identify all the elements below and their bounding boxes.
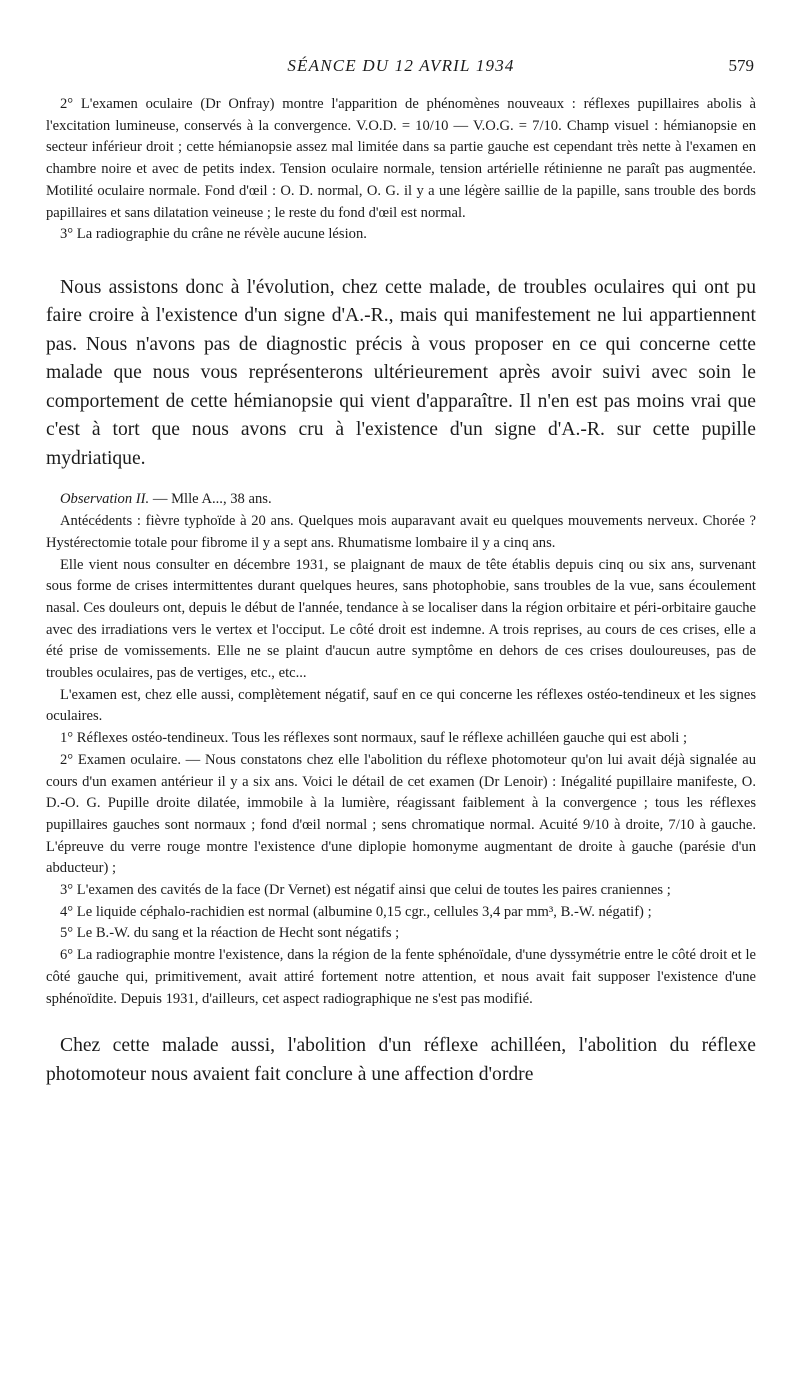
observation-paragraph: 5° Le B.-W. du sang et la réaction de Hecht sont négatifs ; (60, 925, 400, 942)
intro-findings (46, 94, 756, 246)
observation-paragraph: 1° Réflexes ostéo-tendineux. Tous les réflexes sont normaux, sauf le réflexe achilléen gauche qui est aboli ; (60, 730, 688, 747)
observation-paragraph: 3° L'examen des cavités de la face (Dr Vernet) est négatif ainsi que celui de toutes les paires craniennes ; (60, 882, 671, 899)
observation-paragraph: Elle vient nous consulter en décembre 1931, se plaignant de maux de tête établis depuis cinq ou six ans, survenant sous forme de crises intermittentes durant quelques heures, sans photophobie, sans troubles de la vue, sans écoulement nasal. Ces douleurs ont, depuis le début de l'année, tendance à se localiser dans la région orbitaire et péri-orbitaire gauche avec des irradiations vers le vertex et l'occiput. Le côté droit est indemne. A trois reprises, au cours de ces crises, elle a été prise de vomissements. Elle ne se plaint d'aucun autre symptôme en dehors de ces crises douloureuses, pas de troubles oculaires, pas de vertiges, etc., etc... (46, 556, 756, 682)
observation-paragraph: L'examen est, chez elle aussi, complètement négatif, sauf en ce qui concerne les réflexes ostéo-tendineux et les signes oculaires. (46, 686, 756, 725)
page-number: 579 (728, 56, 754, 75)
paragraph-closing: Chez cette malade aussi, l'abolition d'un réflexe achilléen, l'abolition du réflexe photomoteur nous avaient fait conclure à une affection d'ordre (46, 1035, 756, 1085)
observation-heading (46, 489, 756, 511)
observation-section (46, 489, 756, 1010)
running-head: SÉANCE DU 12 AVRIL 1934 (287, 56, 515, 75)
observation-paragraph: Antécédents : fièvre typhoïde à 20 ans. Quelques mois auparavant avait eu quelques mouvements nerveux. Chorée ? Hystérectomie totale pour fibrome il y a sept ans. Rhumatisme lombaire il y a cinq ans. (46, 513, 756, 551)
page-header (46, 56, 756, 80)
observation-heading-rest: — Mlle A..., 38 ans. (149, 491, 272, 508)
paragraph-discussion: Nous assistons donc à l'évolution, chez cette malade, de troubles oculaires qui ont pu faire croire à l'existence d'un signe d'A.-R., mais qui manifestement ne lui appartiennent pas. Nous n'avons pas de diagnostic précis à vous proposer en ce qui concerne cette malade que nous vous représenterons ultérieurement après avoir suivi avec soin le comportement de cette hémianopsie qui vient d'apparaître. Il n'en est pas moins vrai que c'est à tort que nous avons cru à l'existence d'un signe d'A.-R. sur cette pupille mydriatique. (46, 276, 756, 469)
observation-label: Observation II. (60, 491, 150, 508)
observation-paragraph: 4° Le liquide céphalo-rachidien est normal (albumine 0,15 cgr., cellules 3,4 par mm³, B.-W. négatif) ; (60, 903, 652, 920)
paragraph-eye-exam: 2° L'examen oculaire (Dr Onfray) montre l'apparition de phénomènes nouveaux : réflexes pupillaires abolis à l'excitation lumineuse, conservés à la convergence. V.O.D. = 10/10 — V.O.G. = 7/10. Champ visuel : hémianopsie en secteur inférieur droit ; cette hémianopsie assez mal limitée dans sa partie gauche est cependant très nette à l'examen en chambre noire et avec de petits index. Tension oculaire normale, tension artérielle rétinienne ne paraît pas augmentée. Motilité oculaire normale. Fond d'œil : O. D. normal, O. G. il y a une légère saillie de la papille, sans trouble des bords papillaires et sans dilatation veineuse ; le reste du fond d'œil est normal. (46, 96, 756, 221)
observation-paragraph: 2° Examen oculaire. — Nous constatons chez elle l'abolition du réflexe photomoteur qu'on lui avait déjà signalée au cours d'un examen antérieur il y a six ans. Voici le détail de cet examen (Dr Lenoir) : Inégalité pupillaire manifeste, O. D.-O. G. Pupille droite dilatée, immobile à la lumière, réagissant faiblement à la convergence ; tous les réflexes pupillaires gauches sont normaux ; fond d'œil normal ; sens chromatique normal. Acuité 9/10 à droite, 7/10 à gauche. L'épreuve du verre rouge montre l'existence d'une diplopie homonyme augmentant de droite à gauche (parésie d'un abducteur) ; (46, 751, 756, 877)
paragraph-radiography: 3° La radiographie du crâne ne révèle aucune lésion. (60, 226, 367, 243)
observation-paragraph: 6° La radiographie montre l'existence, dans la région de la fente sphénoïdale, d'une dyssymétrie entre le côté droit et le côté gauche qui, primitivement, avait attiré fortement notre attention, et nous avait fait supposer l'existence d'une sphénoïdite. Depuis 1931, d'ailleurs, cet aspect radiographique ne s'est pas modifié. (46, 947, 756, 1007)
